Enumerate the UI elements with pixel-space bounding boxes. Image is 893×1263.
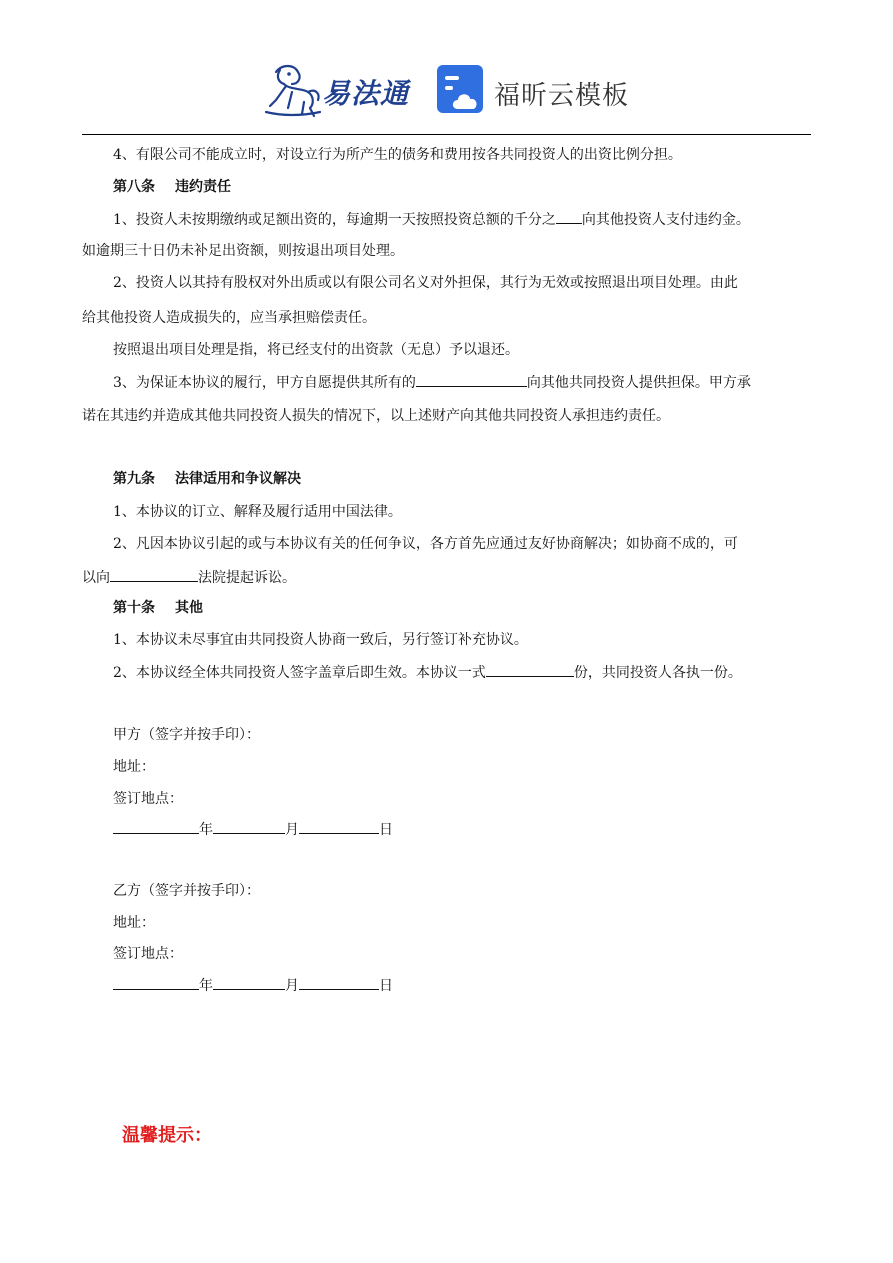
article10-clause2-text-a: 2、本协议经全体共同投资人签字盖章后即生效。本协议一式 [113,665,486,681]
party-b-month-blank [213,975,285,990]
article9-heading [113,469,301,489]
foxit-cloud-template-logo [436,64,636,120]
penalty-rate-blank [556,209,582,224]
party-a-month-label: 月 [285,822,299,838]
party-a-day-label: 日 [379,822,393,838]
article7-clause4: 4、有限公司不能成立时，对设立行为所产生的债务和费用按各共同投资人的出资比例分担。 [113,147,682,163]
article9-clause2-text-a: 以向 [82,570,110,586]
party-b-month-label: 月 [285,978,299,994]
article10-number: 第十条 [113,600,155,616]
page-header [0,0,893,136]
article8-clause1-line2: 如逾期三十日仍未补足出资额，则按退出项目处理。 [82,243,404,259]
article8-heading [113,177,231,197]
article8-clause3-text-b: 向其他共同投资人提供担保。甲方承 [526,375,751,391]
party-b-year-blank [113,975,199,990]
yifatong-logo-text: 易法通 [322,77,410,110]
article8-clause1-text-b: 向其他投资人支付违约金。 [581,212,750,228]
collateral-blank [416,372,527,387]
party-a-day-blank [299,819,379,834]
article8-exit-definition: 按照退出项目处理是指，将已经支付的出资款（无息）予以退还。 [113,342,519,358]
article9-title: 法律适用和争议解决 [175,471,301,487]
party-a-month-blank [213,819,285,834]
article8-clause1 [113,209,750,230]
party-b-address-label: 地址： [113,915,155,931]
article10-title: 其他 [175,600,203,616]
party-b-signature-label: 乙方（签字并按手印）： [113,883,260,899]
article8-clause3-line2: 诺在其违约并造成其他共同投资人损失的情况下，以上述财产向其他共同投资人承担违约责任。 [82,408,670,424]
article8-clause1-text-a: 1、投资人未按期缴纳或足额出资的，每逾期一天按照投资总额的千分之 [113,212,556,228]
article8-clause3-text-a: 3、为保证本协议的履行，甲方自愿提供其所有的 [113,375,416,391]
article9-clause1: 1、本协议的订立、解释及履行适用中国法律。 [113,504,402,520]
party-b-year-label: 年 [199,978,213,994]
party-a-year-label: 年 [199,822,213,838]
court-blank [110,567,198,582]
article9-clause2: 2、凡因本协议引起的或与本协议有关的任何争议，各方首先应通过友好协商解决；如协商不成的，可 [113,536,738,552]
article8-clause2-line2: 给其他投资人造成损失的，应当承担赔偿责任。 [82,310,376,326]
article8-clause2: 2、投资人以其持有股权对外出质或以有限公司名义对外担保，其行为无效或按照退出项目处理。由此 [113,275,738,291]
article10-clause2 [113,662,742,683]
article9-clause2-text-b: 法院提起诉讼。 [198,570,296,586]
article8-title: 违约责任 [175,179,231,195]
header-divider [82,134,811,135]
party-b-place-label: 签订地点： [113,946,183,962]
party-b-day-blank [299,975,379,990]
article10-clause2-text-b: 份，共同投资人各执一份。 [573,665,742,681]
party-a-date-line [113,819,393,840]
copies-blank [486,662,574,677]
party-a-address-label: 地址： [113,759,155,775]
party-a-year-blank [113,819,199,834]
party-b-day-label: 日 [379,978,393,994]
cloud-document-icon [436,64,486,116]
article8-clause3 [113,372,751,393]
party-a-place-label: 签订地点： [113,791,183,807]
party-b-date-line [113,975,393,996]
article10-heading [113,598,203,618]
article10-clause1: 1、本协议未尽事宜由共同投资人协商一致后，另行签订补充协议。 [113,632,528,648]
yifatong-logo [262,62,412,120]
lion-icon [262,62,324,120]
article8-number: 第八条 [113,179,155,195]
warm-tip-heading: 温馨提示： [122,1125,212,1146]
article9-clause2-line2 [82,567,296,588]
foxit-cloud-template-text: 福昕云模板 [494,81,630,111]
article9-number: 第九条 [113,471,155,487]
party-a-signature-label: 甲方（签字并按手印）： [113,727,260,743]
